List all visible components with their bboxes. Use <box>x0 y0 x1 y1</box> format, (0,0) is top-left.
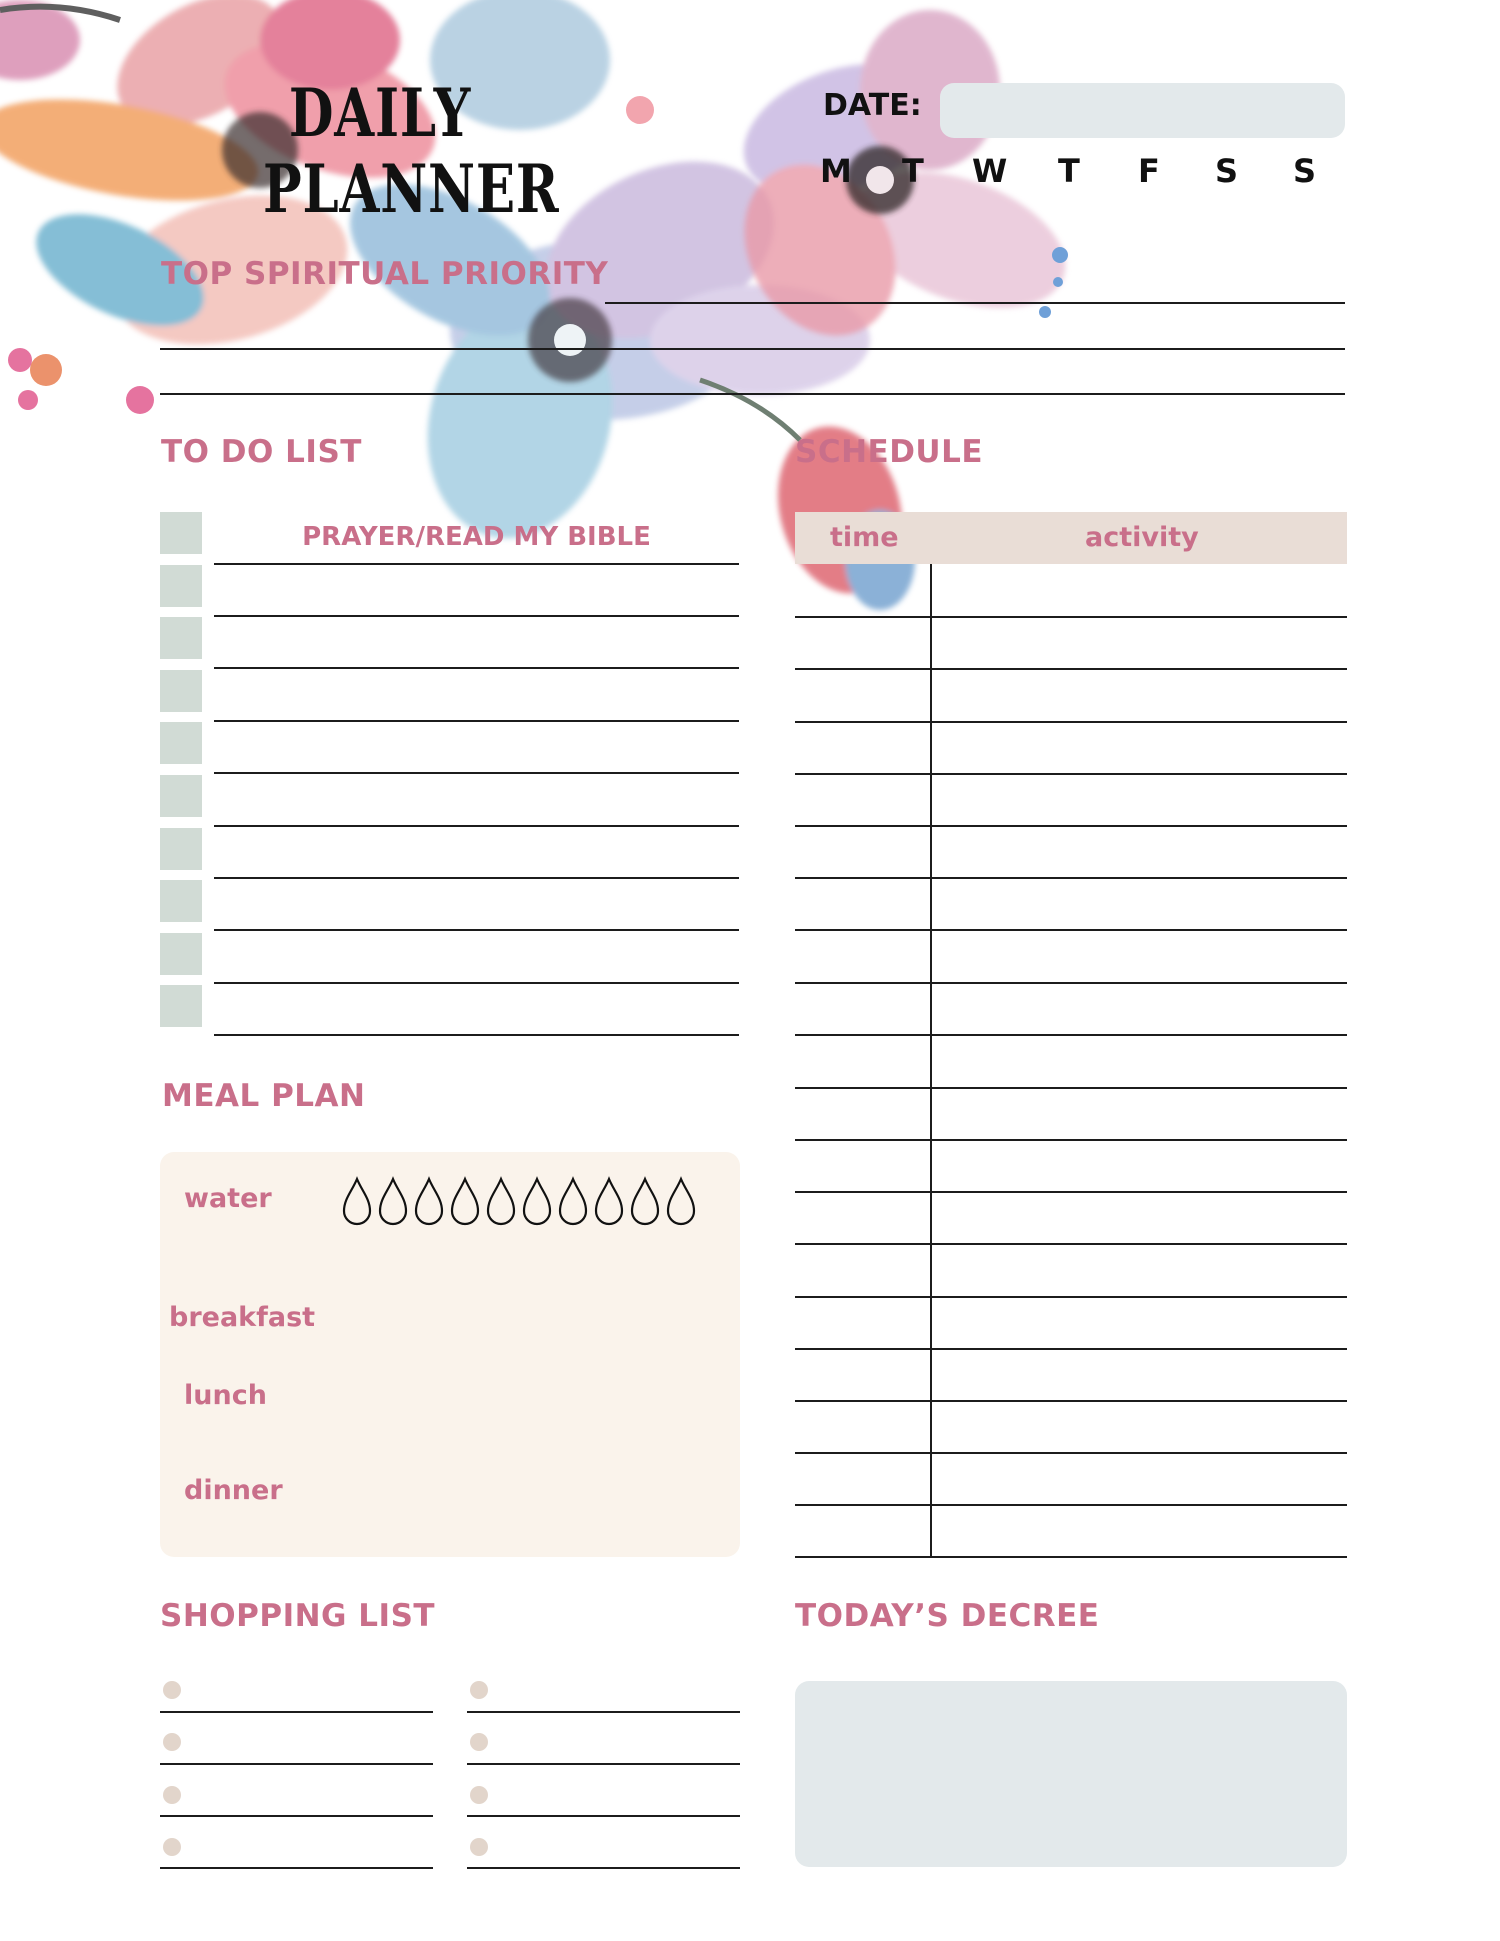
water-drop-icon[interactable] <box>452 1179 478 1224</box>
shopping-item-line[interactable] <box>467 1867 740 1869</box>
water-drop-icon[interactable] <box>524 1179 550 1224</box>
schedule-row-line[interactable] <box>795 668 1347 670</box>
todo-line[interactable] <box>214 929 739 931</box>
bullet-icon <box>163 1681 181 1699</box>
water-drop-icon[interactable] <box>416 1179 442 1224</box>
title-line-1: DAILY <box>288 74 472 152</box>
schedule-row-line[interactable] <box>795 1191 1347 1193</box>
bullet-icon <box>163 1838 181 1856</box>
todo-checkbox[interactable] <box>160 880 202 922</box>
todo-item-text[interactable]: PRAYER/READ MY BIBLE <box>302 522 651 552</box>
meal-plan-title: MEAL PLAN <box>162 1078 366 1114</box>
schedule-row-line[interactable] <box>795 825 1347 827</box>
bullet-icon <box>163 1733 181 1751</box>
todays-decree-box[interactable] <box>795 1681 1347 1867</box>
todo-checkbox[interactable] <box>160 617 202 659</box>
todo-line[interactable] <box>214 982 739 984</box>
todo-checkbox[interactable] <box>160 775 202 817</box>
water-drop-icon[interactable] <box>488 1179 514 1224</box>
todo-line[interactable] <box>214 772 739 774</box>
todo-list-title: TO DO LIST <box>161 434 362 470</box>
todo-line[interactable] <box>214 1034 739 1036</box>
day-wednesday[interactable]: W <box>972 152 1008 190</box>
schedule-row-line[interactable] <box>795 1452 1347 1454</box>
schedule-row-line[interactable] <box>795 773 1347 775</box>
water-drop-icon[interactable] <box>344 1179 370 1224</box>
todo-checkbox[interactable] <box>160 828 202 870</box>
water-drop-icon[interactable] <box>596 1179 622 1224</box>
water-drop-icon[interactable] <box>380 1179 406 1224</box>
schedule-column-divider <box>930 564 932 1556</box>
shopping-item-line[interactable] <box>467 1815 740 1817</box>
todo-line[interactable] <box>214 615 739 617</box>
water-drop-icon[interactable] <box>668 1179 694 1224</box>
schedule-title: SCHEDULE <box>795 434 984 470</box>
todo-checkbox[interactable] <box>160 565 202 607</box>
shopping-list-title: SHOPPING LIST <box>160 1598 436 1634</box>
day-saturday[interactable]: S <box>1215 152 1239 190</box>
todo-checkbox[interactable] <box>160 933 202 975</box>
spiritual-priority-title: TOP SPIRITUAL PRIORITY <box>161 256 609 292</box>
todo-line[interactable] <box>214 667 739 669</box>
todo-checkbox[interactable] <box>160 985 202 1027</box>
water-label: water <box>184 1183 272 1214</box>
todo-checkbox[interactable] <box>160 722 202 764</box>
shopping-item-line[interactable] <box>160 1711 433 1713</box>
bullet-icon <box>163 1786 181 1804</box>
spiritual-priority-line[interactable] <box>160 393 1345 395</box>
todays-decree-title: TODAY’S DECREE <box>795 1598 1100 1634</box>
schedule-row-line[interactable] <box>795 1243 1347 1245</box>
schedule-row-line[interactable] <box>795 1034 1347 1036</box>
shopping-item-line[interactable] <box>160 1763 433 1765</box>
schedule-row-line[interactable] <box>795 1504 1347 1506</box>
todo-line[interactable] <box>214 877 739 879</box>
schedule-row-line[interactable] <box>795 1400 1347 1402</box>
shopping-item-line[interactable] <box>160 1867 433 1869</box>
water-drop-icon[interactable] <box>632 1179 658 1224</box>
planner-title <box>263 74 560 228</box>
schedule-row-line[interactable] <box>795 1296 1347 1298</box>
todo-line[interactable] <box>214 720 739 722</box>
water-drop-icon[interactable] <box>560 1179 586 1224</box>
todo-checkbox[interactable] <box>160 670 202 712</box>
day-monday[interactable]: M <box>820 152 852 190</box>
date-field[interactable] <box>940 83 1345 138</box>
spiritual-priority-line[interactable] <box>605 302 1345 304</box>
day-sunday[interactable]: S <box>1293 152 1317 190</box>
schedule-row-line[interactable] <box>795 982 1347 984</box>
schedule-row-line[interactable] <box>795 1348 1347 1350</box>
schedule-row-line[interactable] <box>795 929 1347 931</box>
todo-line[interactable] <box>214 563 739 565</box>
date-label: DATE: <box>823 88 922 123</box>
bullet-icon <box>470 1733 488 1751</box>
dinner-label: dinner <box>184 1475 283 1506</box>
bullet-icon <box>470 1681 488 1699</box>
day-tuesday[interactable]: T <box>902 152 924 190</box>
schedule-row-line[interactable] <box>795 721 1347 723</box>
shopping-item-line[interactable] <box>467 1711 740 1713</box>
spiritual-priority-line[interactable] <box>160 348 1345 350</box>
shopping-item-line[interactable] <box>160 1815 433 1817</box>
schedule-row-line[interactable] <box>795 1087 1347 1089</box>
schedule-time-header: time <box>830 522 899 553</box>
day-friday[interactable]: F <box>1138 152 1160 190</box>
schedule-row-line[interactable] <box>795 877 1347 879</box>
water-tracker <box>340 1175 700 1227</box>
schedule-row-line[interactable] <box>795 1556 1347 1558</box>
schedule-row-line[interactable] <box>795 616 1347 618</box>
bullet-icon <box>470 1786 488 1804</box>
todo-line[interactable] <box>214 825 739 827</box>
todo-checkbox[interactable] <box>160 512 202 554</box>
breakfast-label: breakfast <box>169 1302 316 1333</box>
lunch-label: lunch <box>184 1380 267 1411</box>
title-line-2: PLANNER <box>263 150 560 228</box>
schedule-activity-header: activity <box>1085 522 1199 553</box>
shopping-item-line[interactable] <box>467 1763 740 1765</box>
bullet-icon <box>470 1838 488 1856</box>
day-thursday[interactable]: T <box>1058 152 1080 190</box>
schedule-row-line[interactable] <box>795 1139 1347 1141</box>
